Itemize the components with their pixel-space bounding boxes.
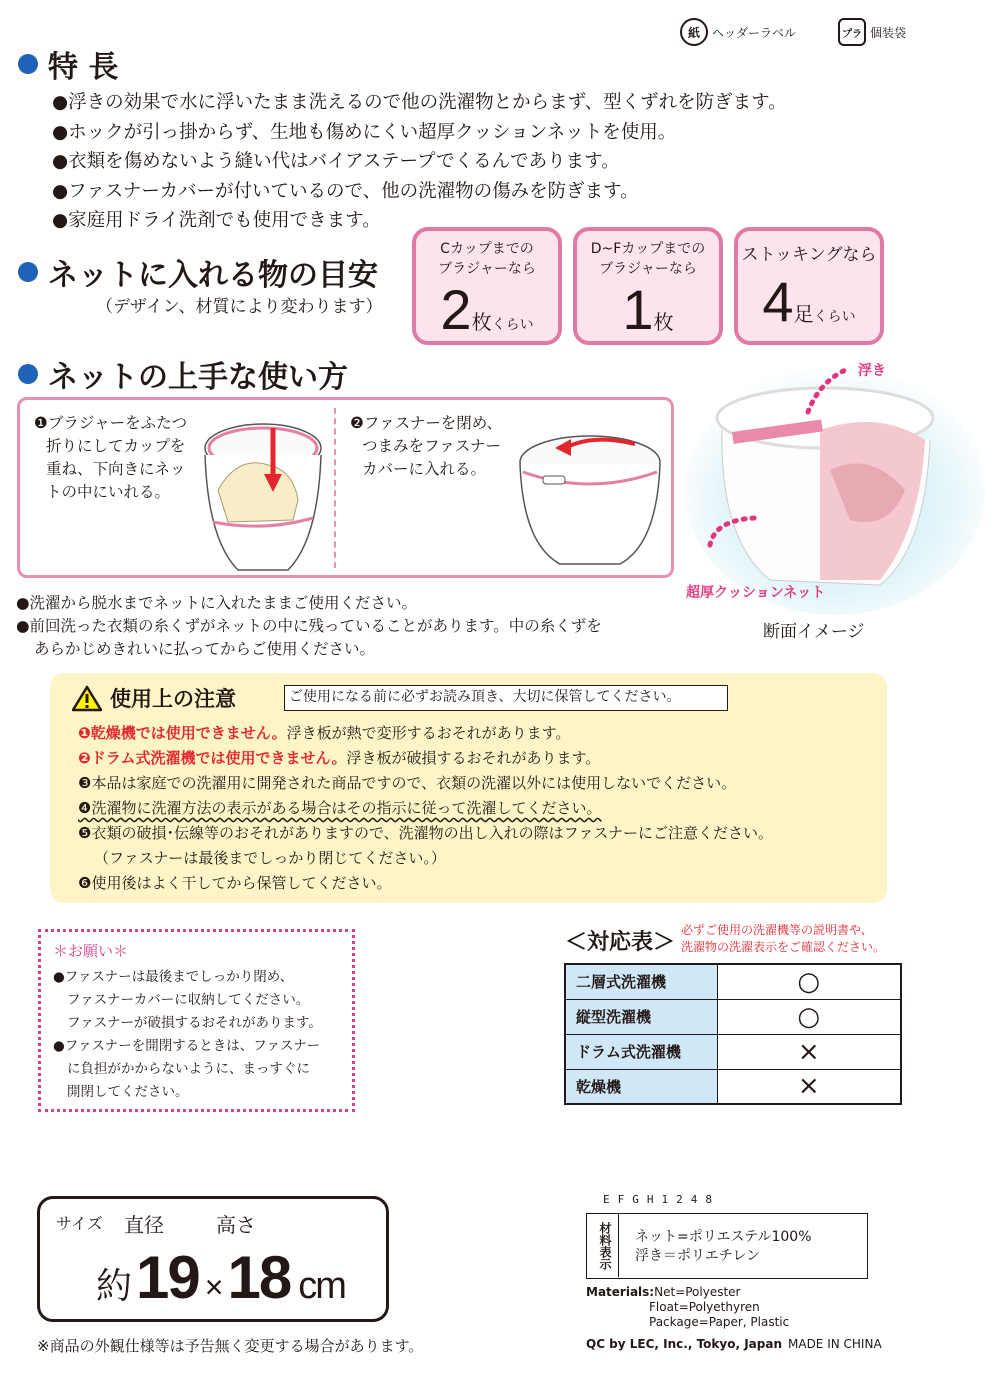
materials-english [586,1285,789,1330]
request-line: ファスナーが破損するおそれがあります。 [67,1015,322,1031]
guide-box-line2: ブラジャーなら [438,261,536,277]
guide-heading-text: ネットに入れる物の目安 [48,258,378,293]
materials-line: 浮き＝ポリエチレン [635,1248,761,1264]
compat-mark: ○ [717,964,901,999]
request-box [38,929,355,1112]
float-label: 浮き [858,363,886,379]
guide-box-unit: 枚 [653,310,674,334]
disclaimer: ※商品の外観仕様等は予告無く変更する場合があります。 [37,1337,424,1355]
caution-red-text: 乾燥機では使用できません。 [90,724,287,742]
howto-heading-text: ネットの上手な使い方 [48,360,348,395]
features-list [52,88,787,236]
guide-box-c-cup [412,227,562,345]
table-row [565,1069,901,1104]
paper-recycle-label: ヘッダーラベル [712,25,797,40]
paper-recycle-icon: 紙 [680,18,708,46]
caution-panel [50,673,887,903]
request-line: に負担がかからないように、まっすぐに [67,1061,310,1077]
caution-item-6: ❻使用後はよく干してから保管してください。 [78,874,392,892]
paper-recycle-mark [680,18,796,46]
caution-title-text: 使用上の注意 [110,687,236,711]
guide-box-number: 2 [440,278,472,341]
materials-vertical-label: 材料表示 [587,1214,619,1277]
usage-note: あらかじめきれいに払ってからご使用ください。 [34,640,376,658]
guide-box-unit: 枚 [471,310,492,334]
compat-mark: ○ [717,999,901,1034]
table-row [565,1034,901,1069]
guide-box-line1: D~Fカップまでの [590,241,706,257]
caution-red-text: ドラム式洗濯機では使用できません。 [90,749,347,767]
materials-line: ネット=ポリエステル100% [635,1229,812,1245]
request-items [53,966,322,1104]
guide-box-stocking [734,227,884,345]
feature-item: ●衣類を傷めないよう縫い代はバイアステープでくるんであります。 [52,151,620,172]
howto-panel [17,397,674,578]
materials-en-line: Net=Polyester [654,1285,741,1299]
caution-title [72,683,236,713]
size-unit: cm [298,1265,345,1307]
diameter-label: 直径 [124,1213,164,1237]
guide-box-line1: ストッキングなら [741,245,877,265]
request-line: ファスナーカバーに収納してください。 [67,992,310,1008]
request-line: ●ファスナーを開閉するときは、ファスナー [53,1038,321,1054]
bullet-dot-icon [18,262,38,282]
guide-box-number: 1 [622,278,654,341]
howto-heading [18,352,348,396]
size-value [96,1243,345,1312]
caution-item-1 [78,721,773,746]
diameter-value: 19 [136,1244,199,1311]
step-1-text [34,412,187,504]
compat-title: ＜対応表＞ [565,930,676,955]
table-row [565,964,901,999]
guide-subtitle: （デザイン、材質により変わります） [96,297,383,317]
size-prefix: 約 [96,1265,131,1306]
times-sign: × [204,1269,222,1305]
caution-item-2 [78,746,773,771]
compat-note [681,922,885,956]
step-2-net-illustration [515,414,665,572]
guide-box-suffix: くらい [491,317,534,333]
net-cross-section-illustration [680,340,990,620]
materials-box [586,1213,868,1279]
usage-notes [16,592,602,661]
feature-item: ●浮きの効果で水に浮いたまま洗えるので他の洗濯物とからまず、型くずれを防ぎます。 [52,92,787,113]
step-1-line: ❶ブラジャーをふたつ [34,414,188,432]
materials-en-line: Float=Polyethyren [649,1300,760,1314]
step-1-net-illustration [198,410,328,575]
caution-item-3: ❸本品は家庭での洗濯用に開発された商品ですので、衣類の洗濯以外には使用しないでください。 [78,774,737,792]
features-heading-text: 特 長 [48,50,119,85]
bullet-dot-icon [18,364,38,384]
warning-icon [72,685,102,712]
machine-type: 二層式洗濯機 [565,964,717,999]
made-in: MADE IN CHINA [788,1337,882,1351]
size-box [37,1196,389,1322]
compat-note-line: 洗濯物の洗濯表示をご確認ください。 [681,940,886,954]
caution-memo: ご使用になる前に必ずお読み頂き、大切に保管してください。 [284,685,728,711]
feature-item: ●ホックが引っ掛からず、生地も傷めにくい超厚クッションネットを使用。 [52,121,677,143]
request-title: ＊お願い＊ [53,942,129,960]
plastic-recycle-label: 個装袋 [870,25,907,40]
bullet-dot-icon [18,54,38,74]
caution-text: 浮き板が熱で変形するおそれがあります。 [286,724,571,742]
cross-section-caption: 断面イメージ [763,622,865,642]
machine-type: 乾燥機 [565,1069,717,1104]
usage-note: ●洗濯から脱水までネットに入れたままご使用ください。 [16,594,418,612]
materials-en-line: Package=Paper, Plastic [649,1315,790,1329]
compat-table [564,963,902,1105]
materials-en-label: Materials: [586,1285,655,1299]
request-line: ●ファスナーは最後までしっかり閉め、 [53,969,294,985]
guide-box-line2: ブラジャーなら [599,261,697,277]
plastic-recycle-mark [838,18,906,46]
step-1-line: 折りにしてカップを [46,437,186,455]
step-2-line: ❷ファスナーを閉め、 [350,414,503,432]
step-2-line: カバーに入れる。 [362,460,487,478]
caution-item-5: ❺衣類の破損･伝線等のおそれがありますので、洗濯物の出し入れの際はファスナーにご注意ください。 [78,824,774,842]
height-label: 高さ [216,1213,256,1237]
plastic-recycle-icon: プラ [838,18,866,46]
caution-num: ❶ [78,724,91,742]
machine-type: 縦型洗濯機 [565,999,717,1034]
caution-item-4: ❹洗濯物に洗濯方法の表示がある場合はその指示に従って洗濯してください。 [78,799,602,817]
table-row [565,999,901,1034]
compat-note-line: 必ずご使用の洗濯機等の説明書や、 [681,923,873,937]
caution-item-5b: （ファスナーは最後までしっかり閉じてください。） [94,849,446,867]
materials-lines [635,1228,812,1266]
step-2-text [350,412,502,481]
guide-box-df-cup [573,227,723,345]
compat-mark: × [717,1069,901,1104]
caution-num: ❷ [78,749,91,767]
feature-item: ●家庭用ドライ洗剤でも使用できます。 [52,210,381,231]
caution-items [78,721,773,896]
machine-type: ドラム式洗濯機 [565,1034,717,1069]
product-code: EFGH1248 [603,1193,720,1206]
feature-item: ●ファスナーカバーが付いているので、他の洗濯物の傷みを防ぎます。 [52,180,639,202]
guide-box-number: 4 [762,270,794,333]
step-1-line: 重ね、下向きにネッ [46,460,186,478]
features-heading [18,42,118,86]
size-label: サイズ [56,1214,103,1233]
height-value: 18 [227,1244,291,1311]
guide-box-line1: Cカップまでの [440,241,534,257]
cushion-net-label: 超厚クッションネット [686,585,826,601]
step-divider [334,408,336,568]
guide-box-suffix: くらい [813,309,856,325]
usage-note: ●前回洗った衣類の糸くずがネットの中に残っていることがあります。中の糸くずを [16,617,602,635]
request-line: 開閉してください。 [67,1084,189,1100]
caution-text: 浮き板が破損するおそれがあります。 [346,749,601,767]
guide-heading [18,250,378,294]
guide-box-unit: 足 [793,302,814,326]
step-1-line: トの中にいれる。 [46,483,171,501]
qc-company: QC by LEC, Inc., Tokyo, Japan [586,1337,782,1351]
step-2-line: つまみをファスナー [362,437,501,455]
compat-mark: × [717,1034,901,1069]
